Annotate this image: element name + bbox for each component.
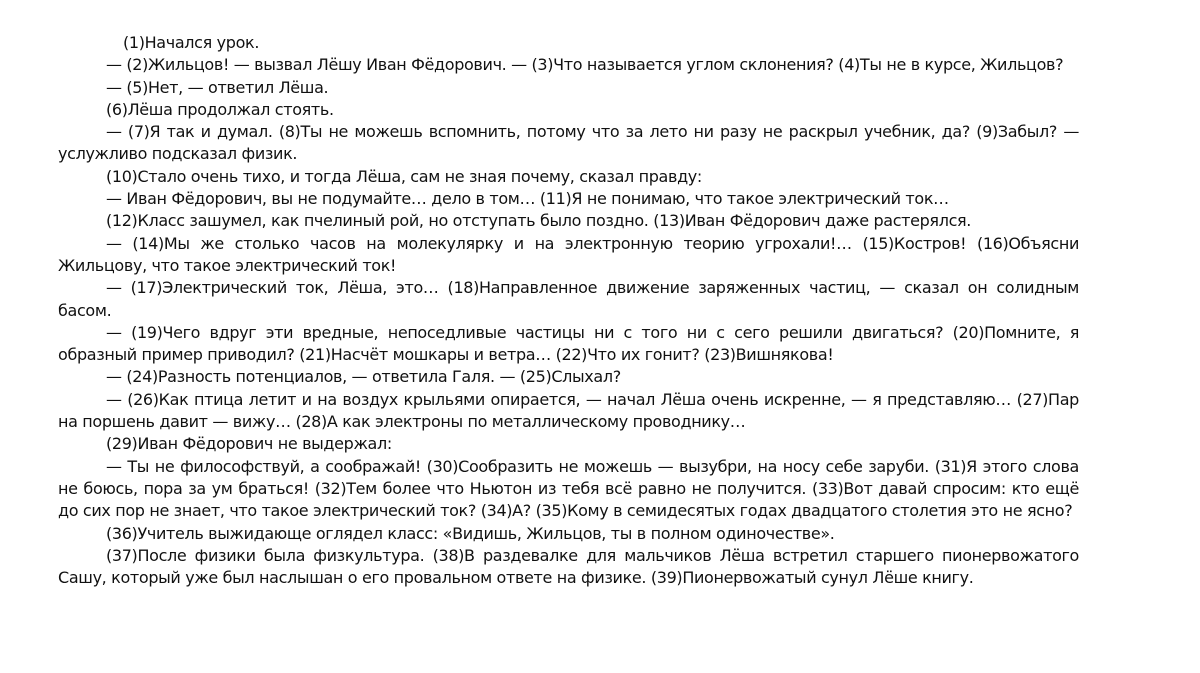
paragraph-14: (29)Иван Фёдорович не выдержал: <box>106 434 392 454</box>
paragraph-1: (1)Начался урок. <box>123 33 260 52</box>
paragraph-16: (36)Учитель выжидающе оглядел класс: «Видишь, Жильцов, ты в полном одиночестве». <box>106 523 835 543</box>
paragraph-2: — (2)Жильцов! — вызвал Лёшу Иван Фёдорович. — (3)Что называется углом склонения? (4)Ты не в курсе, Жильцов? <box>106 55 1064 75</box>
document-text <box>58 32 1079 589</box>
paragraph-3: — (5)Нет, — ответил Лёша. <box>106 77 329 97</box>
paragraph-11: — (19)Чего вдруг эти вредные, непоседливые частицы ни с того ни с сего решили двигаться? (20)Помните, я образный пример приводил? (21)Насчёт мошкары и ветра… (22)Что их гонит? (23)Вишнякова! <box>58 322 1079 365</box>
paragraph-9: — (14)Мы же столько часов на молекулярку и на электронную теорию угрохали!… (15)Костров! (16)Объясни Жильцову, что такое электрический ток! <box>58 233 1079 275</box>
paragraph-6: (10)Стало очень тихо, и тогда Лёша, сам не зная почему, сказал правду: <box>106 166 702 186</box>
paragraph-15: — Ты не философствуй, а соображай! (30)Сообразить не можешь — вызубри, на носу себе заруби. (31)Я этого слова не боюсь, пора за ум браться! (32)Тем более что Ньютон из тебя всё равно не получится. (33)Вот давай спросим: кто ещё до сих пор не знает, что такое электрический ток? (34)А? (35)Кому в семидесятых годах двадцатого столетия это не ясно? <box>58 456 1079 521</box>
paragraph-10: — (17)Электрический ток, Лёша, это… (18)Направленное движение заряженных частиц, — сказал он солидным басом. <box>58 278 1079 320</box>
paragraph-13: — (26)Как птица летит и на воздух крыльями опирается, — начал Лёша очень искренне, — я представляю… (27)Пар на поршень давит — вижу… (28)А как электроны по металлическому проводнику… <box>58 389 1079 432</box>
paragraph-5: — (7)Я так и думал. (8)Ты не можешь вспомнить, потому что за лето ни разу не раскрыл учебник, да? (9)Забыл? — услужливо подсказал физик. <box>58 122 1079 164</box>
paragraph-12: — (24)Разность потенциалов, — ответила Галя. — (25)Слыхал? <box>106 367 621 387</box>
paragraph-7: — Иван Фёдорович, вы не подумайте… дело в том… (11)Я не понимаю, что такое электрический ток… <box>106 189 949 209</box>
paragraph-8: (12)Класс зашумел, как пчелиный рой, но отступать было поздно. (13)Иван Фёдорович даже растерялся. <box>106 211 972 231</box>
paragraph-4: (6)Лёша продолжал стоять. <box>106 99 334 119</box>
paragraph-17: (37)После физики была физкультура. (38)В раздевалке для мальчиков Лёша встретил старшего пионервожатого Сашу, который уже был наслышан о его провальном ответе на физике. (39)Пионервожатый сунул Лёше книгу. <box>58 545 1079 588</box>
